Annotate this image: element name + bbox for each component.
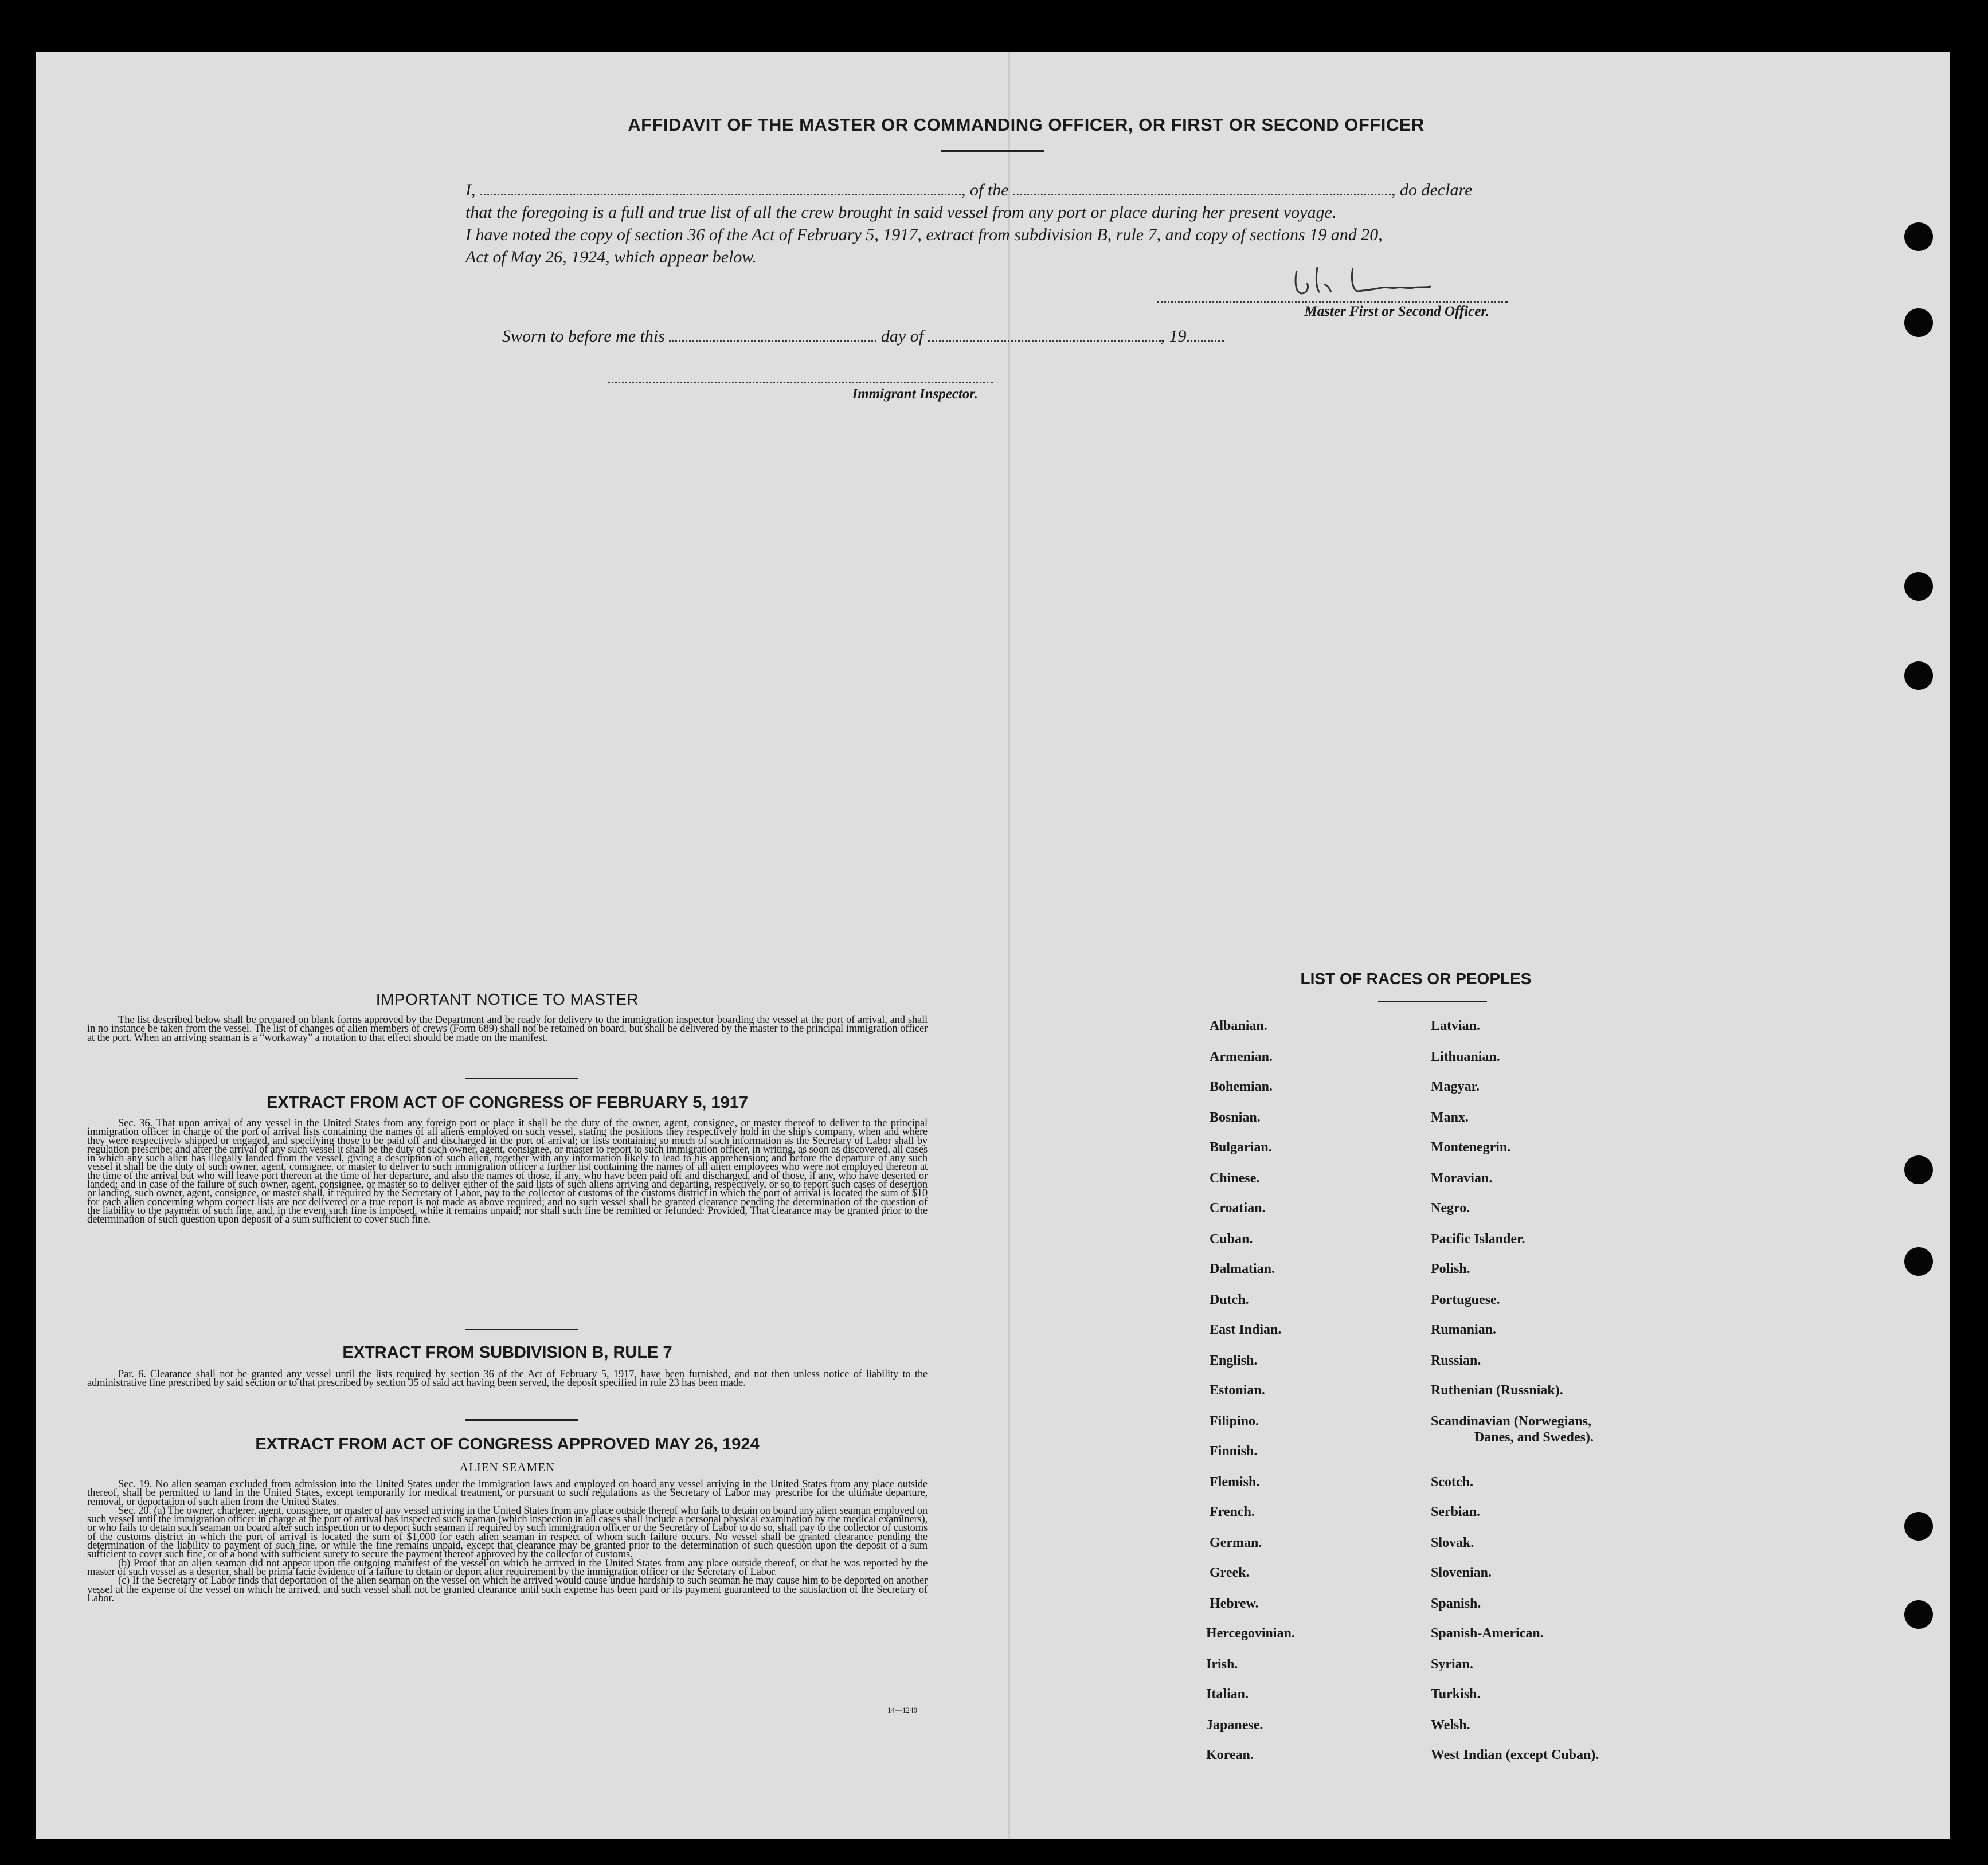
sworn-line bbox=[502, 327, 1339, 346]
race-item: Dalmatian. bbox=[1210, 1261, 1275, 1276]
vessel-field[interactable] bbox=[1013, 182, 1391, 195]
punch-hole bbox=[1904, 1600, 1933, 1629]
race-item: Serbian. bbox=[1431, 1504, 1481, 1519]
race-item: Bohemian. bbox=[1210, 1079, 1273, 1094]
extract-1924-title: EXTRACT FROM ACT OF CONGRESS APPROVED MAY 26, 1924 bbox=[255, 1435, 760, 1453]
extract-1924-body bbox=[87, 1480, 928, 1603]
race-item: Italian. bbox=[1206, 1687, 1249, 1702]
punch-hole bbox=[1904, 308, 1933, 337]
race-item: Russian. bbox=[1431, 1353, 1481, 1368]
race-item: Rumanian. bbox=[1431, 1322, 1497, 1337]
sec-20c-paragraph: (c) If the Secretary of Labor finds that deportation of the alien seaman on the vessel on which he arrived would cause undue hardship to such seaman he may cause him to be deported on another vessel at the expense of the vessel on which he arrived, and such vessel shall not be granted clearance until such expense has been paid or its payment guaranteed to the satisfaction of the Secretary of Labor. bbox=[87, 1574, 928, 1604]
race-item: Croatian. bbox=[1210, 1201, 1266, 1216]
section-rule bbox=[465, 1078, 578, 1079]
race-item: West Indian (except Cuban). bbox=[1431, 1748, 1599, 1762]
signature-label: Master First or Second Officer. bbox=[1304, 304, 1489, 319]
race-item: Slovenian. bbox=[1431, 1565, 1492, 1580]
race-item: Korean. bbox=[1206, 1748, 1254, 1762]
race-item: Negro. bbox=[1431, 1201, 1470, 1216]
race-item: Spanish. bbox=[1431, 1596, 1481, 1611]
race-item: Spanish-American. bbox=[1431, 1626, 1544, 1641]
year-field[interactable] bbox=[1187, 328, 1224, 342]
punch-hole bbox=[1904, 1247, 1933, 1276]
punch-hole bbox=[1904, 222, 1933, 251]
race-item: Danes, and Swedes). bbox=[1474, 1430, 1594, 1445]
notice-title: IMPORTANT NOTICE TO MASTER bbox=[375, 990, 639, 1008]
do-declare-label: , do declare bbox=[1391, 181, 1473, 199]
race-item: Moravian. bbox=[1431, 1171, 1493, 1186]
race-item: Manx. bbox=[1431, 1110, 1469, 1125]
section-rule bbox=[465, 1419, 578, 1421]
race-item: Latvian. bbox=[1431, 1018, 1481, 1033]
extract-1917-body bbox=[87, 1119, 928, 1224]
handwritten-signature bbox=[1284, 259, 1467, 299]
race-item: Slovak. bbox=[1431, 1535, 1474, 1550]
race-item: Armenian. bbox=[1210, 1049, 1273, 1064]
extract-rule7-body bbox=[87, 1370, 928, 1388]
day-of-label: day of bbox=[880, 327, 924, 346]
i-label: I, bbox=[465, 181, 476, 199]
affidavit-text bbox=[465, 179, 1532, 268]
race-item: Dutch. bbox=[1210, 1292, 1249, 1307]
sec-36-paragraph: Sec. 36. That upon arrival of any vessel in the United States from any foreign port or place it shall be the duty of the owner, agent, consignee, or master thereof to deliver to the principal immigration officer in charge of the port of arrival lists containing the names of all aliens employed on such vessel, stating the positions they respectively hold in the ship's company, when and where they were respectively shipped or engaged, and specifying those to be paid off and discharged in the port of arrival; or lists containing so much of such information as the Secretary of Labor shall by regulation prescribe; and after the arrival of any such vessel it shall be the duty of such owner, agent, consignee, or master to report to such immigration officer, in writing, as soon as discovered, all cases in which any such alien has illegally landed from the vessel, giving a description of such alien, together with any information likely to lead to his apprehension; and before the departure of any such vessel it shall be the duty of such owner, agent, consignee, or master to deliver to such immigration officer a further list containing the names of all alien employees who were not employed thereon at the time of the arrival but who will leave port thereon at the time of her departure, and also the names of those, if any, who have been paid off and discharged, and of those, if any, who have deserted or landed; and in case of the failure of such owner, agent, consignee, or master so to deliver either of the said lists of such aliens arriving and departing, respectively, or so to report such cases of desertion or landing, such owner, agent, consignee, or master shall, if required by the Secretary of Labor, pay to the collector of customs of the customs district in which the port of arrival is located the sum of $10 for each alien concerning whom correct lists are not delivered or a true report is not made as above required; and no such vessel shall be granted clearance pending the determination of the question of the liability to the payment of such fine, and, in the event such fine is imposed, while it remains unpaid; nor shall such fine be remitted or refunded: Provided, That clearance may be granted prior to the determination of such question upon deposit of a sum sufficient to cover such fine. bbox=[87, 1117, 928, 1226]
race-item: French. bbox=[1210, 1504, 1255, 1519]
race-item: Japanese. bbox=[1206, 1718, 1263, 1733]
race-item: Irish. bbox=[1206, 1657, 1238, 1672]
name-field[interactable] bbox=[480, 182, 961, 195]
affidavit-line-1: that the foregoing is a full and true list of all the crew brought in said vessel from any port or place during her present voyage. bbox=[465, 203, 1337, 222]
race-item: Scotch. bbox=[1431, 1475, 1473, 1490]
month-field[interactable] bbox=[928, 328, 1161, 342]
punch-hole bbox=[1904, 1155, 1933, 1184]
race-item: Scandinavian (Norwegians, bbox=[1431, 1414, 1592, 1429]
race-item: Filipino. bbox=[1210, 1414, 1259, 1429]
race-item: Ruthenian (Russniak). bbox=[1431, 1383, 1563, 1398]
page-fold bbox=[1008, 52, 1010, 1839]
form-number: 14—1240 bbox=[887, 1706, 917, 1714]
inspector-label: Immigrant Inspector. bbox=[852, 386, 978, 402]
race-item: Cuban. bbox=[1210, 1232, 1253, 1247]
race-item: Magyar. bbox=[1431, 1079, 1480, 1094]
sworn-prefix: Sworn to before me this bbox=[502, 327, 665, 346]
race-item: Lithuanian. bbox=[1431, 1049, 1500, 1064]
extract-1917-title: EXTRACT FROM ACT OF CONGRESS OF FEBRUARY 5, 1917 bbox=[266, 1094, 749, 1112]
race-item: Flemish. bbox=[1210, 1475, 1260, 1490]
of-the-label: , of the bbox=[961, 181, 1009, 199]
race-item: Bosnian. bbox=[1210, 1110, 1261, 1125]
punch-hole bbox=[1904, 661, 1933, 690]
races-rule bbox=[1378, 1001, 1487, 1002]
par-6-paragraph: Par. 6. Clearance shall not be granted any vessel until the lists required by section 36 of the Act of February 5, 1917, have been furnished, and not then unless notice of liability to the administrative fine prescribed by said section or to that prescribed by section 35 of said act having been served, the deposit specified in rule 23 has been made. bbox=[87, 1368, 928, 1389]
notice-body bbox=[87, 1016, 928, 1042]
race-item: German. bbox=[1210, 1535, 1262, 1550]
race-item: Albanian. bbox=[1210, 1018, 1267, 1033]
section-rule bbox=[465, 1329, 578, 1330]
race-item: Hercegovinian. bbox=[1206, 1626, 1295, 1641]
title-rule bbox=[941, 150, 1044, 152]
sec-19-paragraph: Sec. 19. No alien seaman excluded from admission into the United States under the immigration laws and employed on board any vessel arriving in the United States from any place outside thereof, shall be permitted to land in the United States, except temporarily for medical treatment, or pursuant to such regulations as the Secretary of Labor may prescribe for the ultimate departure, removal, or deportation of such alien from the United States. bbox=[87, 1478, 928, 1508]
race-item: Turkish. bbox=[1431, 1687, 1481, 1702]
race-item: Bulgarian. bbox=[1210, 1140, 1272, 1155]
declaration-line bbox=[465, 179, 1532, 201]
sec-20b-paragraph: (b) Proof that an alien seaman did not appear upon the outgoing manifest of the vessel on which he arrived in the United States from any place outside thereof, or that he was reported by the master of such vessel as a deserter, shall be prima facie evidence of a failure to detain or deport after requirement by the immigration officer or the Secretary of Labor. bbox=[87, 1557, 928, 1578]
race-item: Finnish. bbox=[1210, 1444, 1258, 1459]
affidavit-line-2: I have noted the copy of section 36 of the Act of February 5, 1917, extract from subdivision B, rule 7, and copy of sections 19 and 20, bbox=[465, 225, 1383, 244]
sec-20a-paragraph: Sec. 20. (a) The owner, charterer, agent, consignee, or master of any vessel arriving in the United States from any place outside thereof who fails to detain on board any alien seaman employed on such vessel until the immigration officer in charge at the port of arrival has inspected such seaman (which inspection in all cases shall include a personal physical examination by the medical examiners), or who fails to detain such seaman on board after such inspection or to deport such seaman if required by such immigration officer or the Secretary of Labor to do so, shall pay to the collector of customs of the customs district in which the port of arrival is located the sum of $1,000 for each alien seaman in respect of whom such failure occurs. No vessel shall be granted clearance pending the determination of the liability to payment of such fine, or while the fine remains unpaid, except that clearance may be granted prior to the determination of such question upon the deposit of a sum sufficient to cover such fine, or of a bond with sufficient surety to secure the payment thereof approved by the collector of customs. bbox=[87, 1504, 928, 1561]
races-title: LIST OF RACES OR PEOPLES bbox=[1300, 970, 1532, 988]
notice-paragraph: The list described below shall be prepared on blank forms approved by the Department and be ready for delivery to the immigration inspector boarding the vessel at the port of arrival, and shall in no instance be taken from the vessel. The list of changes of alien members of crews (Form 689) shall not be retained on board, but shall be delivered by the master to the principal immigration officer at the port. When an arriving seaman is a “workaway” a notation to that effect should be made on the manifest. bbox=[87, 1014, 928, 1044]
affidavit-line-3: Act of May 26, 1924, which appear below. bbox=[465, 248, 757, 267]
year-prefix: , 19 bbox=[1160, 327, 1187, 346]
day-field[interactable] bbox=[669, 328, 876, 342]
race-item: Pacific Islander. bbox=[1431, 1232, 1525, 1247]
inspector-line[interactable] bbox=[608, 382, 993, 383]
race-item: East Indian. bbox=[1210, 1322, 1282, 1337]
race-item: Hebrew. bbox=[1210, 1596, 1259, 1611]
race-item: Chinese. bbox=[1210, 1171, 1260, 1186]
signature-line[interactable] bbox=[1157, 301, 1508, 303]
race-item: Montenegrin. bbox=[1431, 1140, 1511, 1155]
race-item: Syrian. bbox=[1431, 1657, 1474, 1672]
punch-hole bbox=[1904, 1512, 1933, 1541]
race-item: Portuguese. bbox=[1431, 1292, 1500, 1307]
extract-rule7-title: EXTRACT FROM SUBDIVISION B, RULE 7 bbox=[342, 1343, 672, 1362]
affidavit-title: AFFIDAVIT OF THE MASTER OR COMMANDING OFFICER, OR FIRST OR SECOND OFFICER bbox=[628, 115, 1425, 135]
race-item: Polish. bbox=[1431, 1261, 1470, 1276]
race-item: Estonian. bbox=[1210, 1383, 1265, 1398]
alien-seamen-subtitle: ALIEN SEAMEN bbox=[459, 1460, 555, 1474]
punch-hole bbox=[1904, 572, 1933, 601]
race-item: English. bbox=[1210, 1353, 1258, 1368]
race-item: Greek. bbox=[1210, 1565, 1250, 1580]
race-item: Welsh. bbox=[1431, 1718, 1470, 1733]
